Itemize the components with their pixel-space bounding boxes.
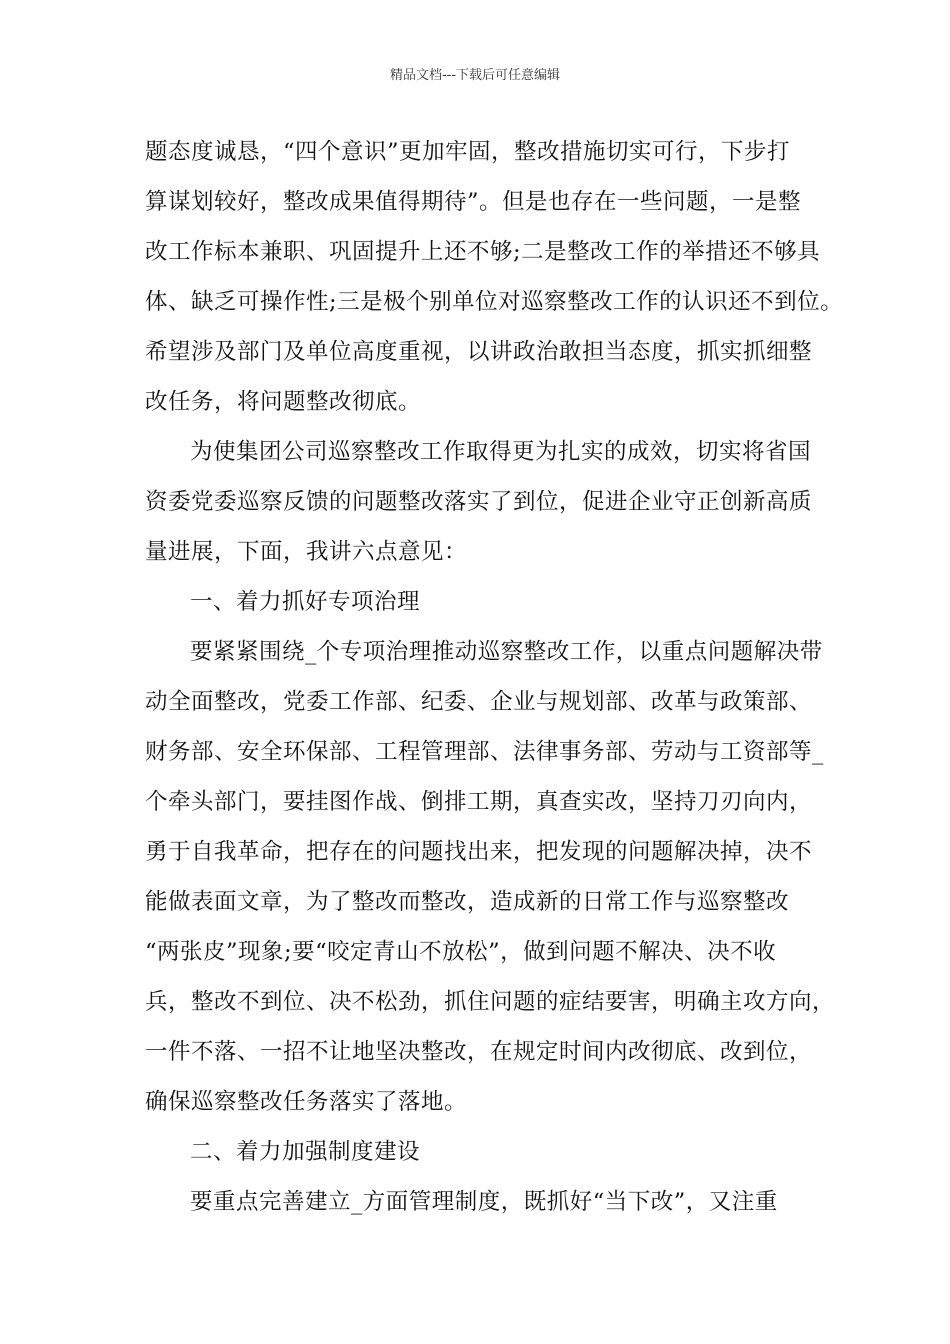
paragraph-start-line: 要紧紧围绕_个专项治理推动巡察整改工作，以重点问题解决带 <box>190 639 823 665</box>
text-line: 确保巡察整改任务落实了落地。 <box>145 1089 468 1115</box>
text-line: 量进展，下面，我讲六点意见： <box>145 539 468 565</box>
text-line: 题态度诚恳，“四个意识”更加牢固，整改措施切实可行，下步打 <box>145 139 791 165</box>
section-heading-2: 二、着力加强制度建设 <box>190 1139 421 1165</box>
text-line: 改工作标本兼职、巩固提升上还不够;二是整改工作的举措还不够具 <box>145 239 821 265</box>
text-line: 勇于自我革命，把存在的问题找出来，把发现的问题解决掉，决不 <box>145 839 813 865</box>
paragraph-start-line: 要重点完善建立_方面管理制度，既抓好“当下改”，又注重 <box>190 1189 778 1215</box>
page-header: 精品文档---下载后可任意编辑 <box>389 68 561 83</box>
text-line: 希望涉及部门及单位高度重视，以讲政治敢担当态度，抓实抓细整 <box>145 339 813 365</box>
text-line: 财务部、安全环保部、工程管理部、法律事务部、劳动与工资部等_ <box>145 739 824 765</box>
text-line: 兵，整改不到位、决不松劲，抓住问题的症结要害，明确主攻方向， <box>145 989 836 1015</box>
text-line: 动全面整改，党委工作部、纪委、企业与规划部、改革与政策部、 <box>145 689 813 715</box>
text-line: 个牵头部门，要挂图作战、倒排工期，真查实改，坚持刀刃向内， <box>145 789 813 815</box>
text-line: 一件不落、一招不让地坚决整改，在规定时间内改彻底、改到位， <box>145 1039 813 1065</box>
document-body <box>145 127 844 1227</box>
text-line: 资委党委巡察反馈的问题整改落实了到位，促进企业守正创新高质 <box>145 489 813 515</box>
text-line: 算谋划较好，整改成果值得期待”。但是也存在一些问题，一是整 <box>145 189 802 215</box>
text-line: “两张皮”现象;要“咬定青山不放松”，做到问题不解决、决不收 <box>145 939 777 965</box>
text-line: 改任务，将问题整改彻底。 <box>145 389 422 415</box>
text-line: 能做表面文章，为了整改而整改，造成新的日常工作与巡察整改 <box>145 889 790 915</box>
section-heading-1: 一、着力抓好专项治理 <box>190 589 421 615</box>
text-line: 体、缺乏可操作性;三是极个别单位对巡察整改工作的认识还不到位。 <box>145 289 844 315</box>
paragraph-start-line: 为使集团公司巡察整改工作取得更为扎实的成效，切实将省国 <box>190 439 812 465</box>
